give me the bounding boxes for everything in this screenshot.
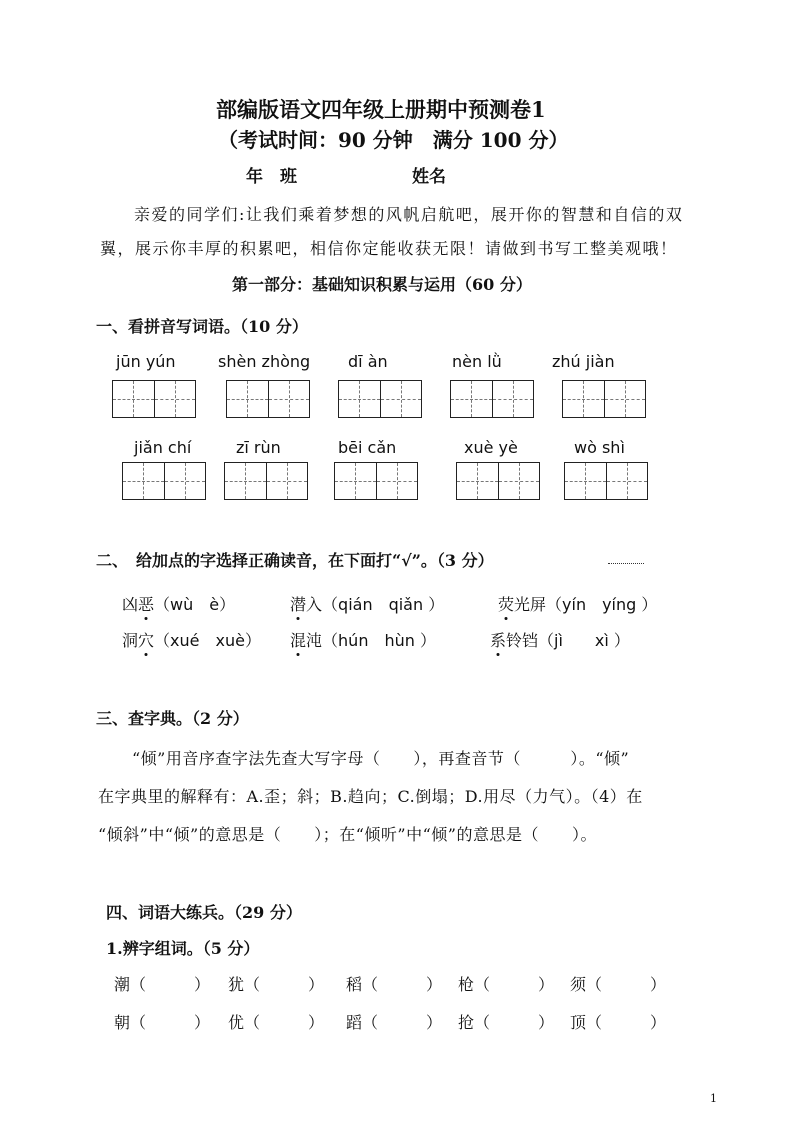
reading-item: 混沌（hún hùn ）	[290, 628, 436, 651]
pinyin-label: nèn lǜ	[452, 352, 502, 371]
writing-grid[interactable]	[334, 462, 418, 500]
writing-grid[interactable]	[112, 380, 196, 418]
word-item[interactable]: 抢（ ）	[458, 1013, 555, 1032]
writing-grid[interactable]	[224, 462, 308, 500]
reading-options[interactable]: （qián qiǎn ）	[322, 595, 445, 614]
dotted-line	[608, 562, 644, 564]
pinyin-label: bēi cǎn	[338, 438, 397, 457]
pinyin-label: jūn yún	[116, 352, 176, 371]
q3-line-2: 在字典里的解释有：A.歪；斜；B.趋向；C.倒塌；D.用尽（力气）。（4）在	[98, 787, 643, 806]
reading-item: 凶恶（wù è）	[122, 592, 235, 615]
word-item[interactable]: 稻（ ）	[346, 975, 443, 994]
q3-title: 三、查字典。（2 分）	[96, 709, 249, 728]
pinyin-label: zhú jiàn	[552, 352, 615, 371]
pinyin-label: xuè yè	[464, 438, 518, 457]
reading-options[interactable]: （xué xuè）	[154, 631, 261, 650]
pinyin-label: wò shì	[574, 438, 625, 457]
writing-grid[interactable]	[122, 462, 206, 500]
word-item[interactable]: 潮（ ）	[114, 975, 211, 994]
q3-line-3: “倾斜”中“倾”的意思是（ ）；在“倾听”中“倾”的意思是（ ）。	[98, 825, 597, 844]
writing-grid[interactable]	[226, 380, 310, 418]
reading-options[interactable]: （yín yíng ）	[546, 595, 658, 614]
pinyin-label: shèn zhòng	[218, 352, 311, 371]
pinyin-label: dī àn	[348, 352, 388, 371]
dotted-char: 混	[290, 628, 306, 651]
writing-grid[interactable]	[338, 380, 422, 418]
q3-line-1: “倾”用音序查字法先查大写字母（ ），再查音节（ ）。“倾”	[132, 749, 630, 768]
word-item[interactable]: 优（ ）	[228, 1013, 325, 1032]
q4-title: 四、词语大练兵。（29 分）	[106, 903, 302, 922]
page-number: 1	[710, 1092, 717, 1105]
exam-subtitle: （考试时间：90 分钟 满分 100 分）	[218, 128, 569, 152]
class-label: 年 班	[246, 167, 297, 187]
q4-sub1-title: 1.辨字组词。（5 分）	[106, 939, 260, 958]
writing-grid[interactable]	[450, 380, 534, 418]
dotted-char: 系	[490, 628, 506, 651]
dotted-char: 潜	[290, 592, 306, 615]
reading-item: 系铃铛（jì xì ）	[490, 628, 630, 651]
part1-title: 第一部分：基础知识积累与运用（60 分）	[232, 275, 532, 294]
pinyin-label: zī rùn	[236, 438, 281, 457]
exam-title: 部编版语文四年级上册期中预测卷1	[216, 97, 546, 122]
name-label: 姓名	[412, 167, 446, 187]
word-item[interactable]: 犹（ ）	[228, 975, 325, 994]
q1-title: 一、看拼音写词语。（10 分）	[96, 317, 308, 336]
writing-grid[interactable]	[564, 462, 648, 500]
reading-item: 荧光屏（yín yíng ）	[498, 592, 657, 615]
word-item[interactable]: 朝（ ）	[114, 1013, 211, 1032]
intro-line-1: 亲爱的同学们:让我们乘着梦想的风帆启航吧，展开你的智慧和自信的双	[134, 205, 684, 224]
writing-grid[interactable]	[456, 462, 540, 500]
reading-options[interactable]: （jì xì ）	[538, 631, 630, 650]
reading-options[interactable]: （hún hùn ）	[322, 631, 436, 650]
dotted-char: 恶	[138, 592, 154, 615]
reading-item: 洞穴（xué xuè）	[122, 628, 261, 651]
pinyin-label: jiǎn chí	[134, 438, 192, 457]
word-item[interactable]: 顶（ ）	[570, 1013, 667, 1032]
dotted-char: 穴	[138, 628, 154, 651]
word-item[interactable]: 枪（ ）	[458, 975, 555, 994]
reading-options[interactable]: （wù è）	[154, 595, 236, 614]
q2-title: 二、 给加点的字选择正确读音，在下面打“√”。（3 分）	[96, 551, 494, 570]
reading-item: 潜入（qián qiǎn ）	[290, 592, 444, 615]
intro-line-2: 翼，展示你丰厚的积累吧，相信你定能收获无限！请做到书写工整美观哦！	[100, 239, 678, 258]
word-item[interactable]: 蹈（ ）	[346, 1013, 443, 1032]
writing-grid[interactable]	[562, 380, 646, 418]
dotted-char: 荧	[498, 592, 514, 615]
word-item[interactable]: 须（ ）	[570, 975, 667, 994]
